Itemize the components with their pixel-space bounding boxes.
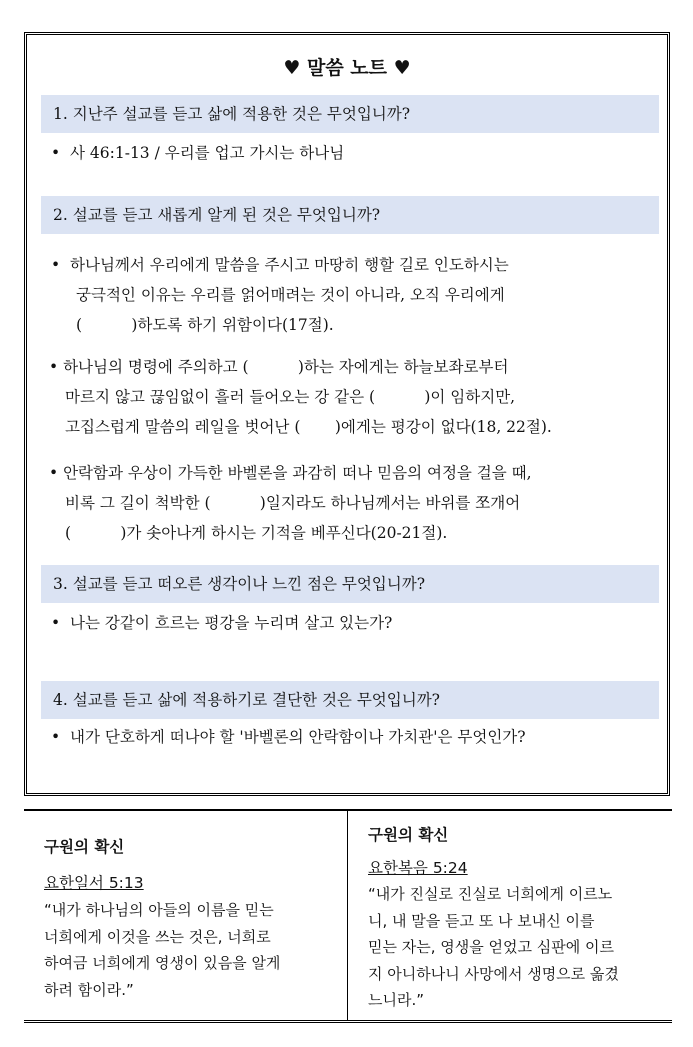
right-verse-line: “내가 진실로 진실로 너희에게 이르노: [368, 885, 613, 903]
answer-1: • 사 46:1-13 / 우리를 업고 가시는 하나님: [51, 144, 345, 162]
right-verse-title: 구원의 확신: [368, 826, 449, 844]
question-2: 2. 설교를 듣고 새롭게 알게 된 것은 무엇입니까?: [41, 196, 659, 234]
question-1: 1. 지난주 설교를 듣고 삶에 적용한 것은 무엇입니까?: [41, 95, 659, 133]
bullet-1-line-1: • 하나님께서 우리에게 말씀을 주시고 마땅히 행할 길로 인도하시는: [51, 256, 509, 274]
left-verse-line: 하여금 너희에게 영생이 있음을 알게: [44, 954, 281, 972]
left-verse-line: 너희에게 이것을 쓰는 것은, 너희로: [44, 927, 271, 946]
right-verse-line: 지 아니하나니 사망에서 생명으로 옮겼: [368, 964, 619, 983]
question-3: 3. 설교를 듣고 떠오른 생각이나 느낀 점은 무엇입니까?: [41, 565, 659, 603]
left-verse-title: 구원의 확신: [44, 838, 125, 856]
answer-4: • 내가 단호하게 떠나야 할 '바벨론의 안락함이나 가치관'은 무엇인가?: [51, 728, 526, 746]
right-verse-text: [368, 881, 619, 1014]
bullet-3-line-3: ( )가 솟아나게 하시는 기적을 베푸신다(20-21절).: [65, 524, 448, 542]
sermon-note-box: [24, 32, 670, 796]
left-verse-line: “내가 하나님의 아들의 이름을 믿는: [44, 901, 274, 919]
bullet-3-line-1: • 안락함과 우상이 가득한 바벨론을 과감히 떠나 믿음의 여정을 걸을 때,: [49, 464, 532, 482]
right-verse-reference: 요한복음 5:24: [368, 859, 468, 877]
question-4: 4. 설교를 듣고 삶에 적용하기로 결단한 것은 무엇입니까?: [41, 681, 659, 719]
bullet-2-line-3: 고집스럽게 말씀의 레일을 벗어난 ( )에게는 평강이 없다(18, 22절).: [65, 418, 552, 436]
bullet-1-line-2: 궁극적인 이유는 우리를 얽어매려는 것이 아니라, 오직 우리에게: [76, 286, 505, 304]
bullet-2-line-1: • 하나님의 명령에 주의하고 ( )하는 자에게는 하늘보좌로부터: [49, 358, 509, 376]
bullet-1-line-3: ( )하도록 하기 위함이다(17절).: [76, 316, 334, 334]
answer-3: • 나는 강같이 흐르는 평강을 누리며 살고 있는가?: [51, 614, 393, 632]
right-verse-line: 느니라.”: [368, 991, 425, 1009]
left-verse-line: 하려 함이라.”: [44, 980, 134, 999]
note-title: ♥ 말씀 노트 ♥: [283, 57, 411, 79]
column-divider: [347, 811, 348, 1020]
left-verse-reference: 요한일서 5:13: [44, 874, 144, 892]
right-verse-line: 니, 내 말을 듣고 또 나 보내신 이를: [368, 911, 595, 930]
right-verse-line: 믿는 자는, 영생을 얻었고 심판에 이르: [368, 938, 614, 956]
bullet-3-line-2: 비록 그 길이 척박한 ( )일지라도 하나님께서는 바위를 쪼개어: [65, 494, 521, 512]
left-verse-text: [44, 897, 280, 1003]
salvation-verses: [24, 809, 672, 1023]
bullet-2-line-2: 마르지 않고 끊임없이 흘러 들어오는 강 같은 ( )이 임하지만,: [65, 388, 516, 406]
